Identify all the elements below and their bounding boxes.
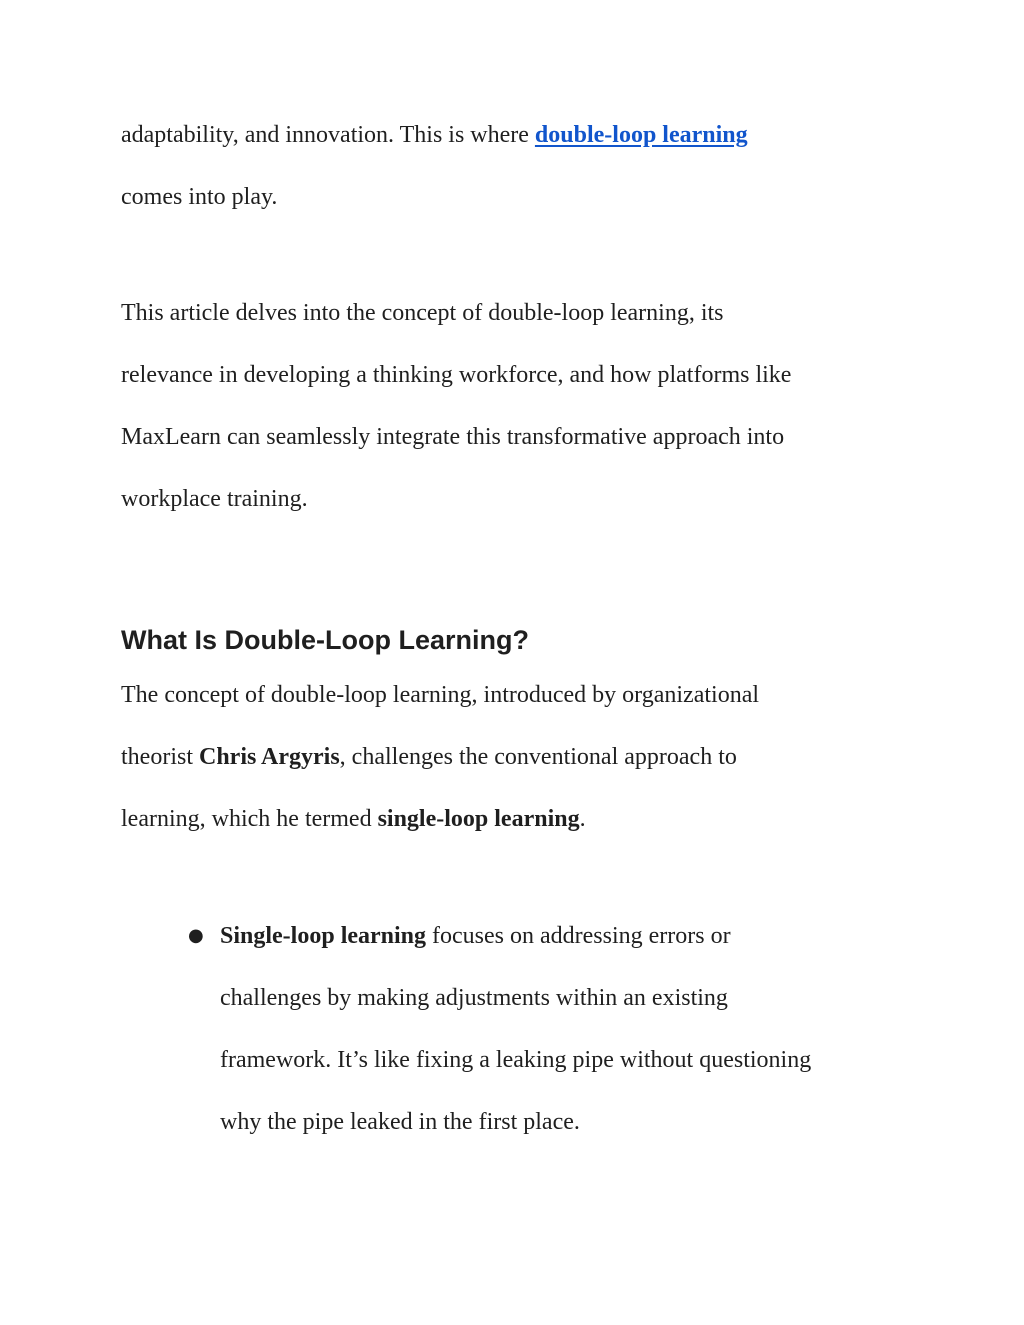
intro-text-before-link: adaptability, and innovation. This is where: [121, 122, 535, 148]
intro-line-2: comes into play.: [121, 184, 278, 210]
overview-line-3: MaxLearn can seamlessly integrate this transformative approach into: [121, 424, 785, 450]
overview-line-4: workplace training.: [121, 486, 308, 512]
single-loop-learning-bold: single-loop learning: [377, 806, 580, 832]
concept-line-2: [121, 726, 921, 788]
overview-line-1: This article delves into the concept of double-loop learning, its: [121, 300, 724, 326]
bullet-line-1: [220, 905, 908, 967]
concept-line-3-start: learning, which he termed: [121, 806, 378, 832]
article-overview-paragraph: [121, 282, 921, 530]
concept-line-1: The concept of double-loop learning, introduced by organizational: [121, 682, 760, 708]
concept-line-2-end: , challenges the conventional approach to: [339, 744, 737, 770]
list-item: [188, 905, 908, 1153]
intro-line-1: [121, 104, 921, 166]
concept-line-3-end: .: [579, 806, 586, 832]
bullet-line-2: challenges by making adjustments within an existing: [220, 985, 728, 1011]
intro-paragraph: [121, 104, 921, 228]
concept-line-3: [121, 788, 921, 850]
bullet-bold-term: Single-loop learning: [220, 923, 427, 949]
bullet-icon: ●: [188, 925, 204, 946]
double-loop-learning-link[interactable]: double-loop learning: [534, 122, 748, 148]
bullet-line-3: framework. It’s like fixing a leaking pipe without questioning: [220, 1047, 812, 1073]
concept-line-2-start: theorist: [121, 744, 199, 770]
section-heading: What Is Double-Loop Learning?: [121, 625, 529, 655]
overview-line-2: relevance in developing a thinking workforce, and how platforms like: [121, 362, 792, 388]
bullet-line-1-rest: focuses on addressing errors or: [426, 923, 731, 949]
bullet-line-4: why the pipe leaked in the first place.: [220, 1109, 580, 1135]
chris-argyris-bold: Chris Argyris: [199, 744, 340, 770]
bullet-list: [188, 905, 908, 1153]
concept-paragraph: [121, 664, 921, 850]
